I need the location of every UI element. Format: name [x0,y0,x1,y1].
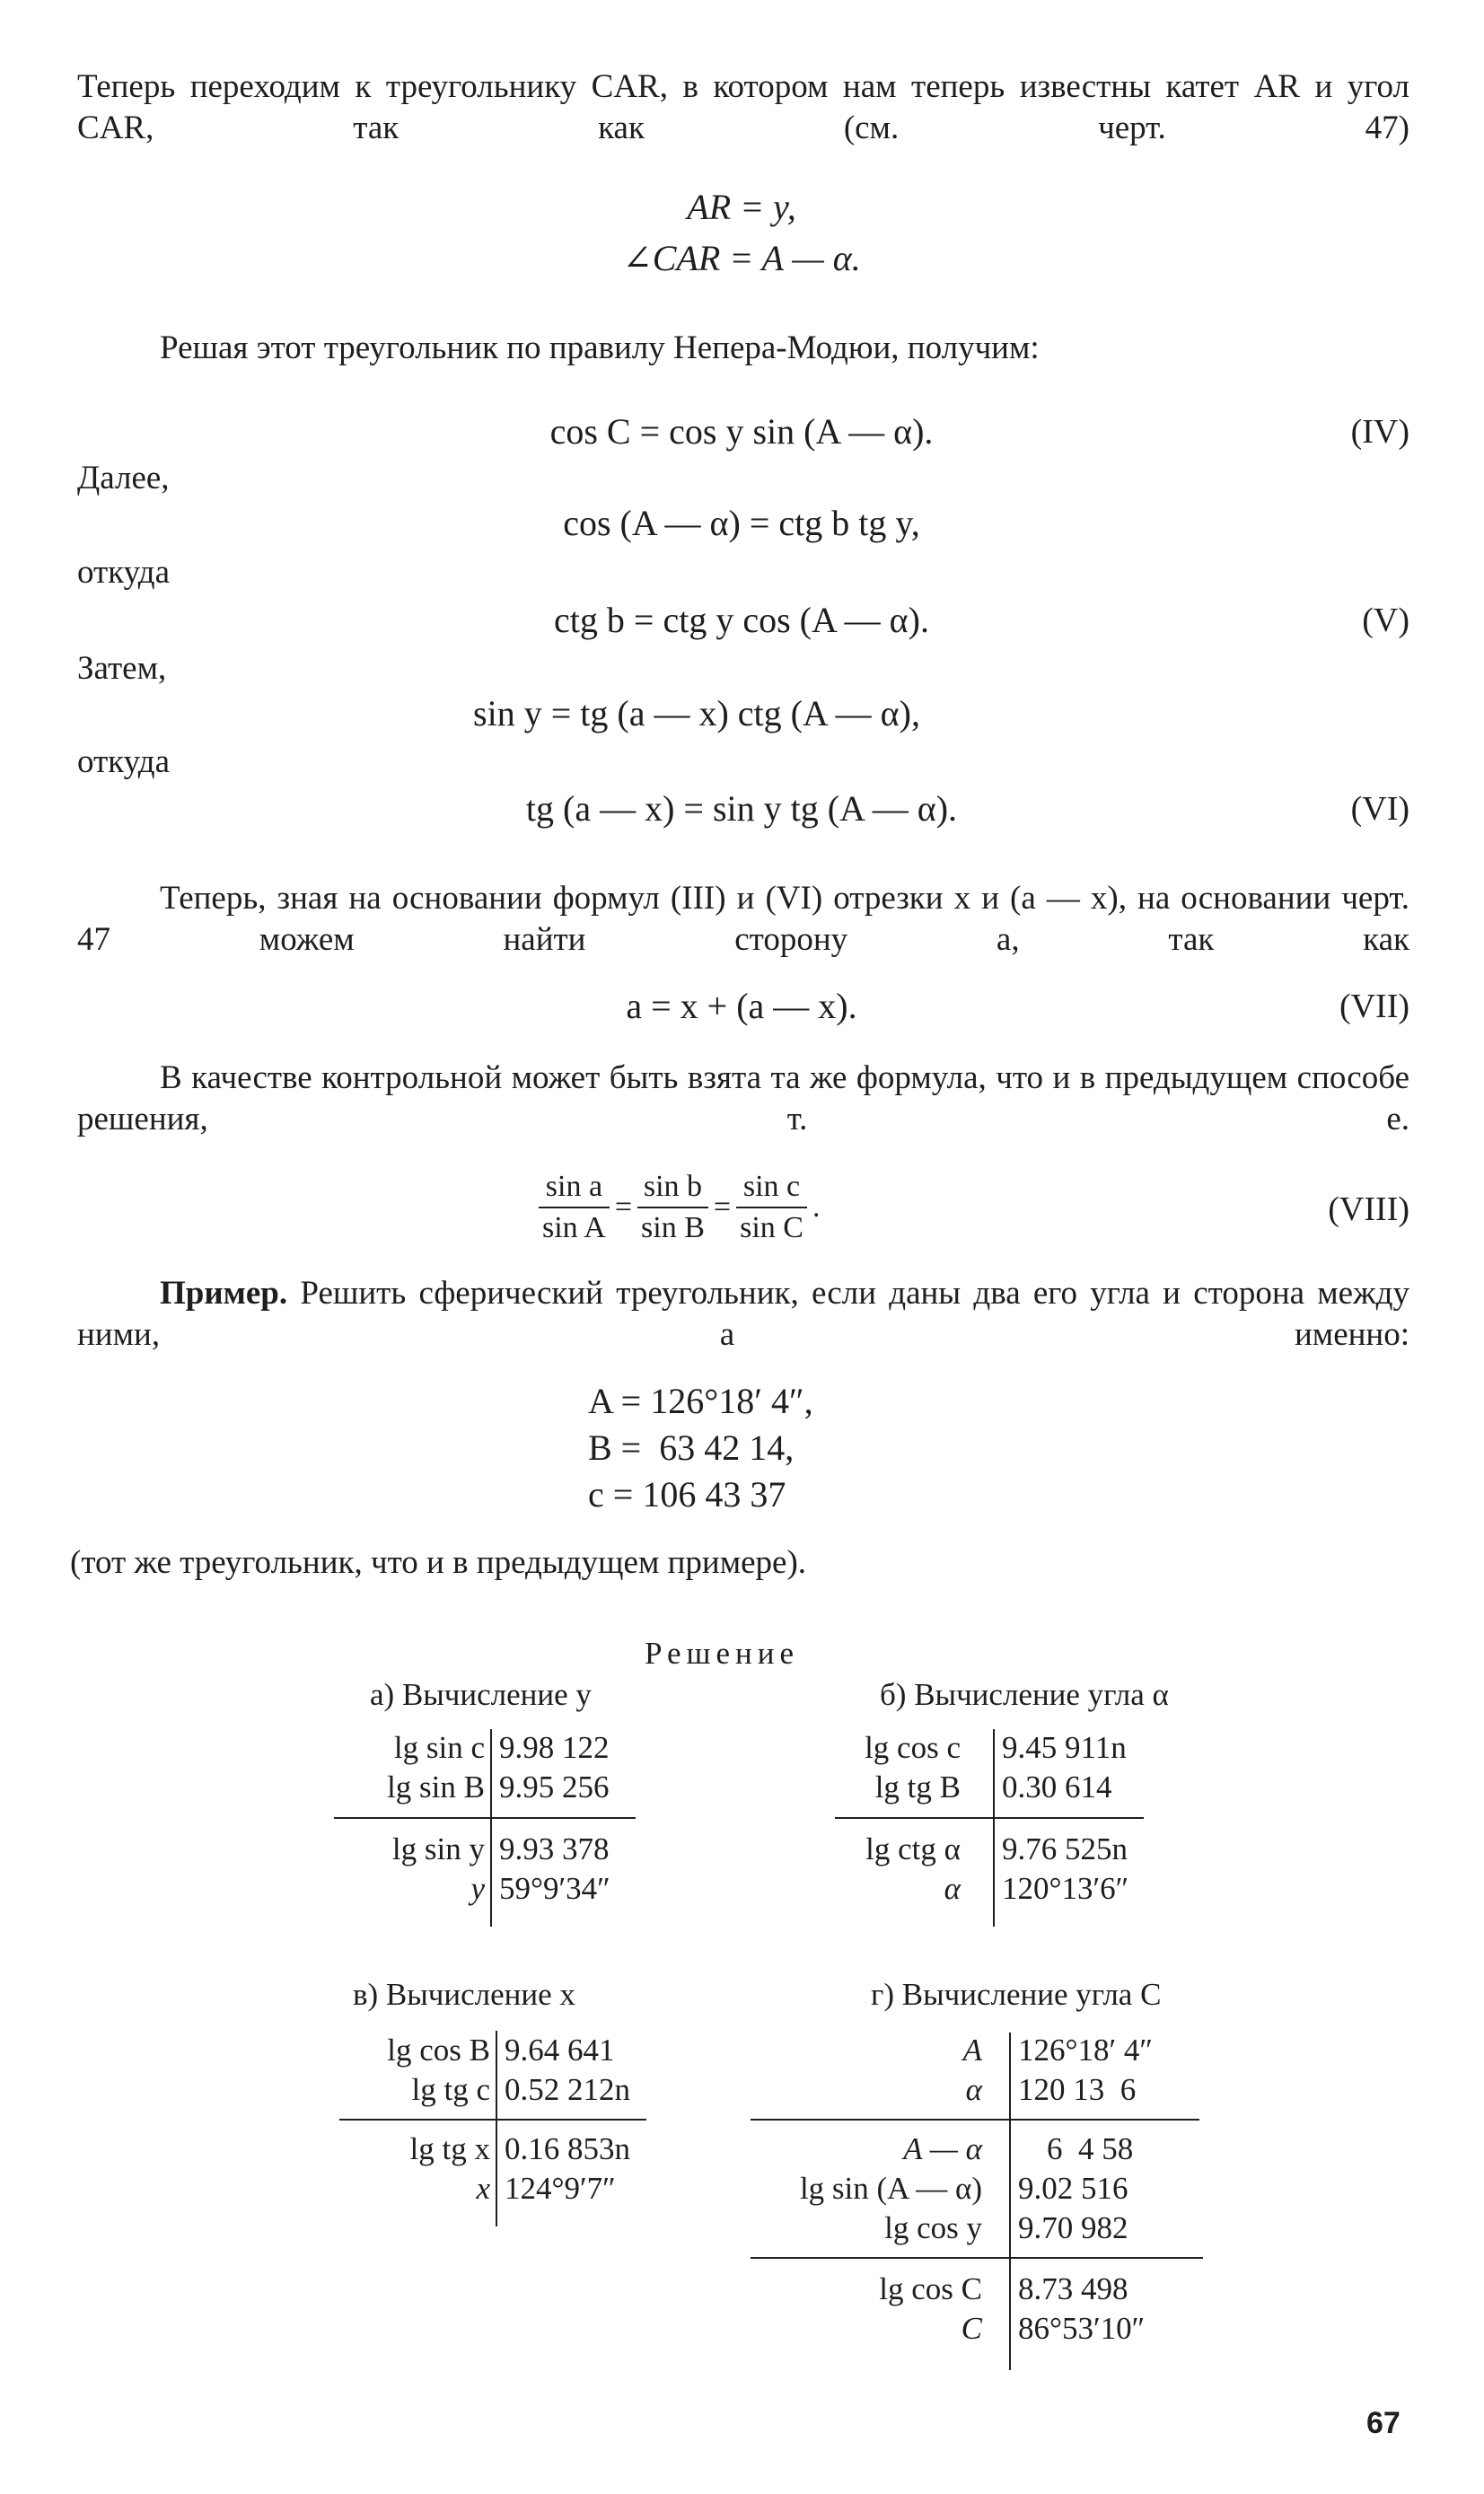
table-b-label-2: lg tg B [874,1770,961,1805]
fraction-a [539,1167,610,1248]
table-b-label-4: α [944,1871,961,1906]
table-v-value-4: 124°9′7″ [505,2171,616,2206]
solution-title: Решение [645,1636,800,1671]
formula-viii [539,1167,825,1248]
formula-ar: AR = y, [687,187,796,227]
table-g-value-3: 6 4 58 [1047,2131,1134,2166]
side-a-paragraph: Теперь, зная на основании формул (III) и (VI) отрезки x и (a — x), на основании черт. 47 можем найти сторону a, так как [77,880,1409,958]
page-number: 67 [1366,2406,1401,2440]
table-g-label-5: lg cos y [884,2210,982,2245]
end-dot: . [812,1190,821,1224]
table-b-value-3: 9.76 525n [1002,1831,1128,1866]
table-v-value-2: 0.52 212n [505,2072,630,2107]
example-note: (тот же треугольник, что и в предыдущем примере). [70,1544,807,1581]
table-g-value-1: 126°18′ 4″ [1018,2033,1153,2068]
equals-sign-2: = [713,1190,732,1224]
table-a-rule [334,1817,636,1819]
fraction-c-numerator: sin c [736,1167,807,1208]
table-v-rule [339,2119,646,2121]
formula-v: ctg b = ctg y cos (A — α). [554,600,929,640]
equation-number-v: (V) [1362,602,1409,639]
table-a-label-4: y [470,1871,485,1906]
table-a-label-1: lg sin c [393,1730,485,1765]
table-g-divider [1009,2033,1011,2370]
table-a-header: а) Вычисление y [370,1677,592,1712]
fraction-c-denominator: sin C [740,1211,803,1244]
table-g-label-6: lg cos C [879,2271,982,2306]
table-v-label-2: lg tg c [411,2072,490,2107]
fraction-a-numerator: sin a [539,1167,610,1208]
table-g-rule-1 [751,2119,1199,2121]
formula-cos-a-alpha: cos (A — α) = ctg b tg y, [563,503,920,543]
table-v-label-4: x [476,2171,490,2206]
table-b-divider [993,1729,995,1927]
intro-paragraph: Теперь переходим к треугольнику CAR, в котором нам теперь известны катет AR и угол CAR, так как (см. черт. 47) [77,68,1409,146]
equation-number-vii: (VII) [1339,988,1409,1025]
table-g-header: г) Вычисление угла C [871,1977,1162,2012]
table-g-rule-2 [751,2257,1203,2259]
table-g-value-4: 9.02 516 [1018,2171,1128,2206]
table-b-rule [835,1817,1144,1819]
equation-number-vi: (VI) [1350,790,1409,828]
table-b-label-1: lg cos c [865,1730,961,1765]
table-v-header: в) Вычисление x [353,1977,575,2012]
example-paragraph [77,1273,1409,1356]
table-g-label-1: A [962,2033,982,2068]
neper-paragraph: Решая этот треугольник по правилу Непера-Модюи, получим: [160,329,1040,366]
equation-number-viii: (VIII) [1328,1190,1409,1228]
table-a-label-2: lg sin B [387,1770,485,1805]
table-g-value-5: 9.70 982 [1018,2210,1128,2245]
formula-vii: a = x + (a — x). [626,986,857,1026]
table-a-value-2: 9.95 256 [499,1770,610,1805]
formula-angle-car: ∠CAR = A — α. [622,238,861,278]
table-v-label-3: lg tg x [409,2131,490,2166]
table-a-value-4: 59°9′34″ [499,1871,610,1906]
table-b-header: б) Вычисление угла α [880,1677,1169,1712]
table-b-value-4: 120°13′6″ [1002,1871,1129,1906]
word-otkuda-2: откуда [77,743,171,780]
example-label: Пример. [160,1275,288,1312]
table-g-value-7: 86°53′10″ [1018,2311,1146,2346]
word-otkuda-1: откуда [77,554,171,591]
table-g-value-2: 120 13 6 [1018,2072,1137,2107]
formula-vi: tg (a — x) = sin y tg (A — α). [525,788,958,829]
fraction-b [637,1167,708,1248]
table-g-label-7: C [961,2311,982,2346]
word-zatem: Затем, [77,650,167,687]
table-b-value-2: 0.30 614 [1002,1770,1112,1805]
word-dalee: Далее, [77,460,170,496]
equation-number-iv: (IV) [1350,413,1409,451]
table-v-value-3: 0.16 853n [505,2131,630,2166]
table-a-label-3: lg sin y [391,1831,485,1866]
fraction-a-denominator: sin A [542,1211,606,1244]
table-b-label-3: lg ctg α [865,1831,961,1866]
table-a-divider [490,1729,492,1927]
formula-iv: cos C = cos y sin (A — α). [549,411,934,452]
equals-sign-1: = [614,1190,633,1224]
given-angle-a: A = 126°18′ 4″, [588,1381,813,1421]
given-side-c: c = 106 43 37 [588,1474,786,1515]
fraction-c [736,1167,807,1248]
table-v-label-1: lg cos B [387,2033,490,2068]
fraction-b-denominator: sin B [641,1211,705,1244]
table-a-value-1: 9.98 122 [499,1730,610,1765]
table-g-label-4: lg sin (A — α) [799,2171,982,2206]
table-b-value-1: 9.45 911n [1002,1730,1127,1765]
table-g-label-2: α [965,2072,982,2107]
formula-sin-y: sin y = tg (a — x) ctg (A — α), [473,693,920,733]
table-g-label-3: A — α [903,2131,982,2166]
fraction-b-numerator: sin b [637,1167,708,1208]
table-a-value-3: 9.93 378 [499,1831,610,1866]
given-angle-b: B = 63 42 14, [588,1427,795,1468]
control-paragraph: В качестве контрольной может быть взята та же формула, что и в предыдущем способе решения, т. е. [77,1059,1409,1137]
table-g-value-6: 8.73 498 [1018,2271,1128,2306]
table-v-divider [496,2031,497,2226]
example-text: Решить сферический треугольник, если даны два его угла и сторона между ними, а именно: [77,1275,1409,1353]
table-v-value-1: 9.64 641 [505,2033,615,2068]
